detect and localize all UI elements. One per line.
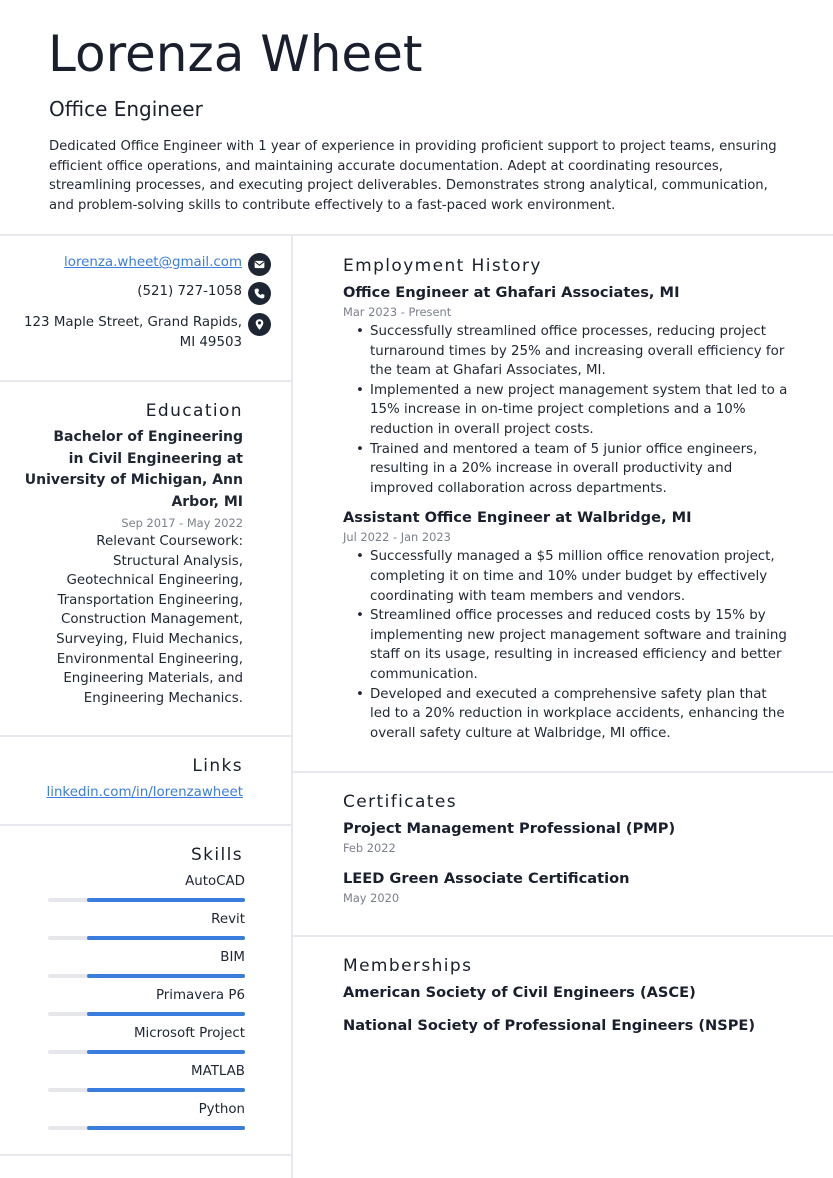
degree-line: University of Michigan, Ann <box>24 472 243 488</box>
skill-name: Microsoft Project <box>133 1026 245 1041</box>
skill-level-bar <box>48 974 245 978</box>
skill-name: MATLAB <box>191 1064 245 1079</box>
candidate-name: Lorenza Wheet <box>48 25 423 83</box>
coursework-line: Engineering Mechanics. <box>83 690 243 706</box>
skill-item <box>48 910 245 948</box>
memberships-section <box>343 955 788 1036</box>
resume-header <box>0 0 833 236</box>
job-title: Office Engineer at Ghafari Associates, MI <box>343 284 680 301</box>
certificate-name: LEED Green Associate Certification <box>343 870 630 887</box>
skill-level-fill <box>87 1050 245 1054</box>
skill-level-fill <box>87 974 245 978</box>
skill-level-bar <box>48 1126 245 1130</box>
coursework-line: Surveying, Fluid Mechanics, <box>56 631 243 647</box>
skill-level-fill <box>87 1012 245 1016</box>
skill-level-fill <box>87 1088 245 1092</box>
right-column <box>293 236 833 1178</box>
skill-level-fill <box>87 898 245 902</box>
divider <box>293 771 833 773</box>
certificate-name: Project Management Professional (PMP) <box>343 820 676 837</box>
coursework-line: Environmental Engineering, <box>56 651 243 667</box>
divider <box>0 735 293 737</box>
candidate-title: Office Engineer <box>49 97 203 121</box>
certificate-entry <box>343 869 788 906</box>
skill-level-bar <box>48 898 245 902</box>
links-section <box>13 755 243 803</box>
education-dates: Sep 2017 - May 2022 <box>121 516 243 530</box>
coursework-line: Construction Management, <box>61 612 243 628</box>
location-pin-icon <box>248 313 271 336</box>
job-bullet: • Successfully streamlined office processes, reducing project turnaround times by 25% and increasing overall efficiency for the team at Ghafari Associates, MI. <box>343 322 788 381</box>
membership-item: National Society of Professional Engineers (NSPE) <box>343 1017 756 1034</box>
phone-number: (521) 727-1058 <box>137 284 242 299</box>
coursework-line: Engineering Materials, and <box>63 671 243 687</box>
coursework-line: Structural Analysis, <box>113 553 243 569</box>
job-dates: Mar 2023 - Present <box>343 305 452 319</box>
skills-heading: Skills <box>190 845 243 865</box>
employment-section <box>343 255 788 743</box>
contact-address-row <box>24 313 271 352</box>
envelope-icon <box>248 253 271 276</box>
job-dates: Jul 2022 - Jan 2023 <box>343 530 451 545</box>
certificate-entry <box>343 819 788 856</box>
skill-level-bar <box>48 1050 245 1054</box>
job-title: Assistant Office Engineer at Walbridge, MI <box>343 509 692 527</box>
contact-email-row <box>64 253 271 276</box>
address-line-2: MI 49503 <box>179 334 242 350</box>
skill-level-fill <box>87 1126 245 1130</box>
certificates-section <box>343 791 788 906</box>
skill-level-bar <box>48 1088 245 1092</box>
job-bullets <box>343 547 788 743</box>
linkedin-link[interactable]: linkedin.com/in/lorenzawheet <box>46 785 243 800</box>
job-bullets <box>343 322 788 498</box>
certificate-date: Feb 2022 <box>343 841 396 855</box>
degree-line: Arbor, MI <box>171 493 243 510</box>
degree-line: in Civil Engineering at <box>68 450 243 467</box>
address-line-1: 123 Maple Street, Grand Rapids, <box>24 315 242 330</box>
divider <box>0 1154 293 1156</box>
degree-line: Bachelor of Engineering <box>53 429 243 445</box>
skill-name: Primavera P6 <box>155 988 245 1003</box>
links-heading: Links <box>192 756 243 776</box>
job-bullet: • Implemented a new project management system that led to a 15% increase in on-time project completions and a 10% reduction in overall project costs. <box>343 381 788 440</box>
skill-name: AutoCAD <box>185 874 245 889</box>
skill-name: BIM <box>220 950 245 965</box>
skill-item <box>48 986 245 1024</box>
skill-name: Revit <box>211 912 245 927</box>
summary-paragraph: Dedicated Office Engineer with 1 year of experience in providing proficient support to project teams, ensuring efficient office operations, and maintaining accurate documentation. Adept at coordinating resources, streamlining processes, and executing project deliverables. Demonstrates strong analytical, communication, and problem-solving skills to contribute effectively to a fast-paced work environment. <box>49 139 777 214</box>
employment-heading: Employment History <box>343 256 542 276</box>
education-heading: Education <box>145 401 243 421</box>
skill-name: Python <box>198 1102 245 1117</box>
memberships-heading: Memberships <box>343 956 473 976</box>
left-column <box>0 236 293 1178</box>
job-entry <box>343 283 788 498</box>
job-bullet: • Developed and executed a comprehensive safety plan that led to a 20% reduction in workplace accidents, enhancing the overall safety culture at Walbridge, MI office. <box>343 685 788 744</box>
phone-icon <box>248 282 271 305</box>
skill-item <box>48 872 245 910</box>
job-bullet: • Streamlined office processes and reduced costs by 15% by implementing new project management software and training staff on its usage, resulting in increased efficiency and better communication. <box>343 606 788 684</box>
divider <box>293 935 833 937</box>
job-entry <box>343 508 788 743</box>
skill-item <box>48 1100 245 1138</box>
divider <box>0 824 293 826</box>
skills-section <box>43 844 243 866</box>
skill-level-bar <box>48 936 245 940</box>
contact-phone-row <box>137 282 271 305</box>
skill-item <box>48 1024 245 1062</box>
skill-item <box>48 948 245 986</box>
divider <box>0 380 293 382</box>
certificates-heading: Certificates <box>343 792 457 812</box>
membership-item: American Society of Civil Engineers (ASCE) <box>343 984 696 1001</box>
coursework-line: Transportation Engineering, <box>57 592 243 608</box>
job-bullet: • Successfully managed a $5 million office renovation project, completing it on time and 10% under budget by effectively coordinating with team members and vendors. <box>343 547 788 606</box>
education-section <box>23 400 243 708</box>
email-link[interactable]: lorenza.wheet@gmail.com <box>64 255 242 270</box>
coursework <box>23 532 243 708</box>
skill-level-bar <box>48 1012 245 1016</box>
coursework-line: Relevant Coursework: <box>96 534 243 549</box>
skill-level-fill <box>87 936 245 940</box>
certificate-date: May 2020 <box>343 891 400 905</box>
job-bullet: • Trained and mentored a team of 5 junior office engineers, resulting in a 20% increase in overall productivity and improved collaboration across departments. <box>343 440 788 499</box>
skill-item <box>48 1062 245 1100</box>
degree <box>23 427 243 513</box>
coursework-line: Geotechnical Engineering, <box>66 573 243 589</box>
